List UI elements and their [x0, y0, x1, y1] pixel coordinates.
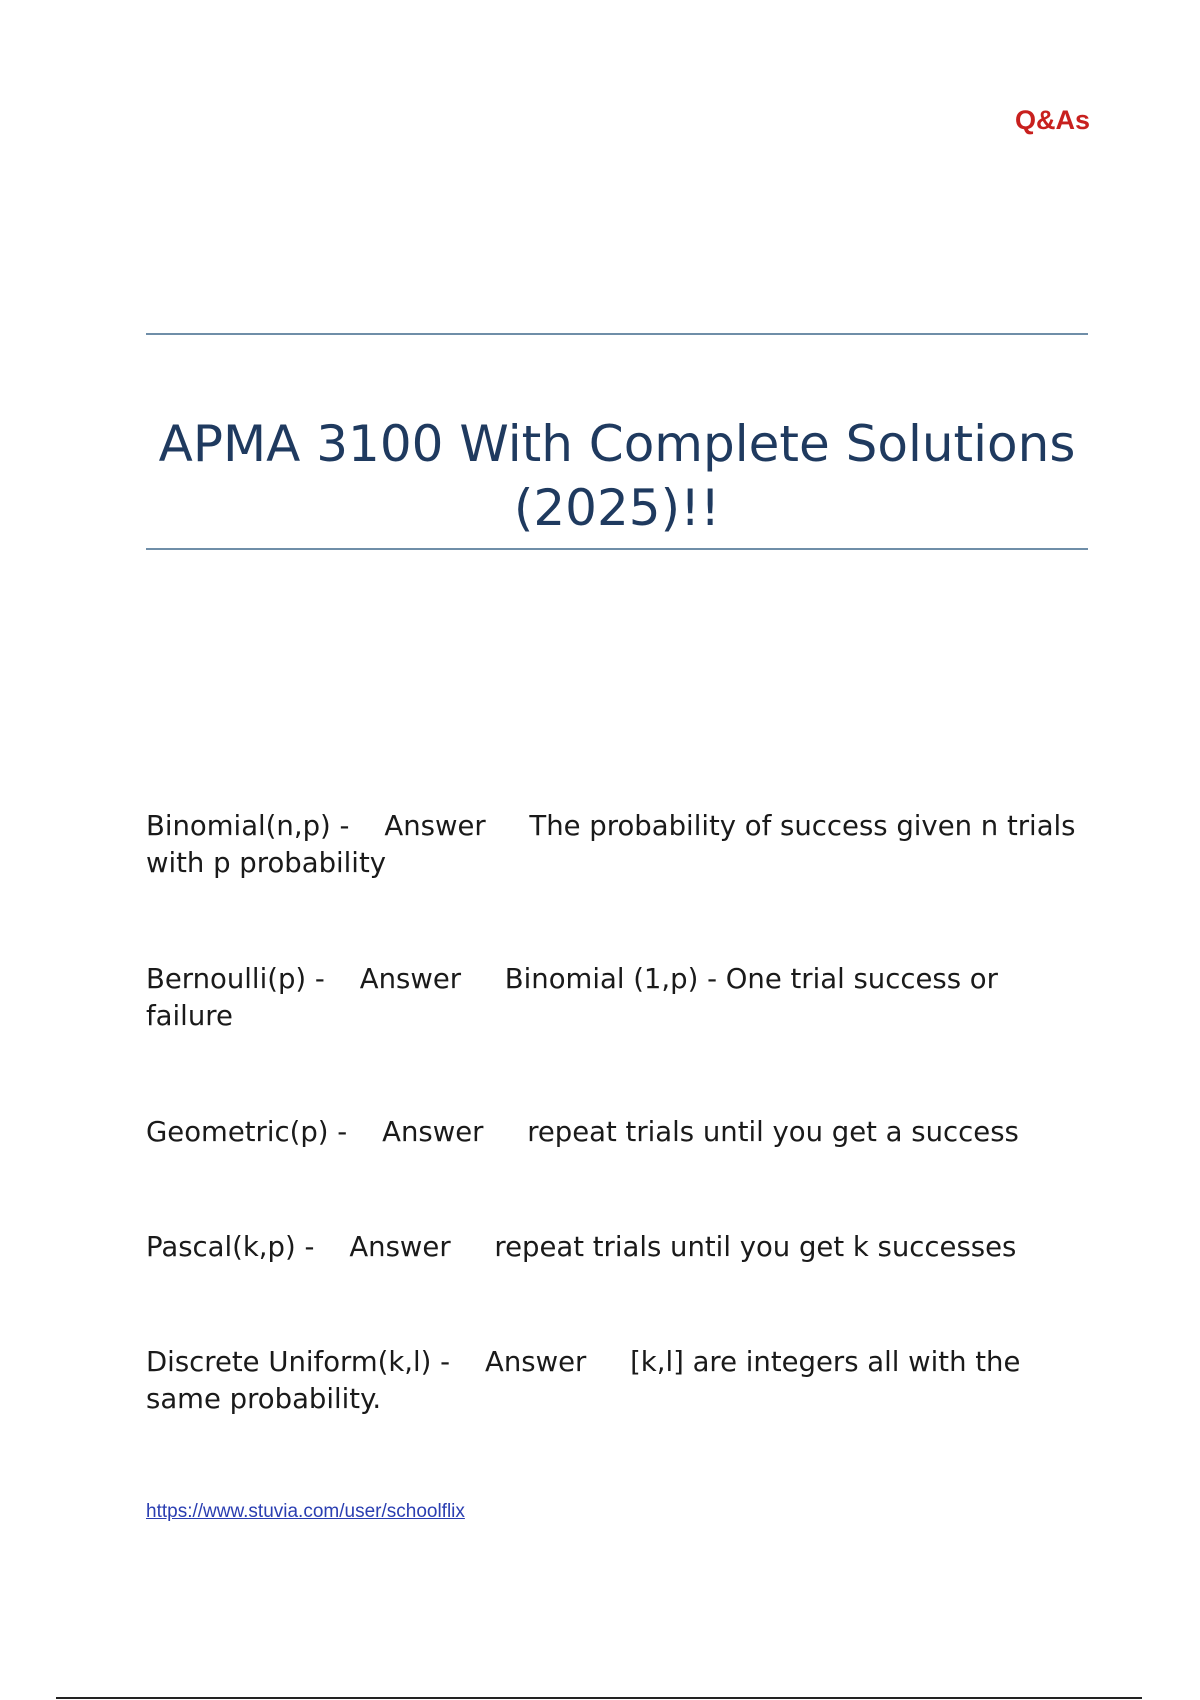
qa-list: [146, 808, 1076, 1418]
source-link[interactable]: https://www.stuvia.com/user/schoolflix: [146, 1501, 465, 1522]
qa-definition: Binomial (1,p) - One trial success or failure: [146, 963, 998, 1032]
qa-item-discrete-uniform: [146, 1344, 1076, 1418]
document-title: APMA 3100 With Complete Solutions (2025)!!: [158, 415, 1076, 537]
qa-term: Pascal(k,p) -: [146, 1231, 315, 1263]
qa-definition: repeat trials until you get a success: [527, 1116, 1019, 1148]
qa-item-binomial: [146, 808, 1076, 882]
qa-definition: [k,l] are integers all with the same probability.: [146, 1346, 1021, 1415]
title-bottom-rule: [146, 548, 1088, 550]
qa-item-bernoulli: [146, 961, 1076, 1035]
qa-item-geometric: [146, 1114, 1076, 1151]
qa-answer-label: Answer: [359, 963, 462, 995]
qa-answer-label: Answer: [485, 1346, 587, 1378]
qa-term: Discrete Uniform(k,l) -: [146, 1346, 451, 1378]
qa-term: Bernoulli(p) -: [146, 963, 325, 995]
qa-answer-label: Answer: [384, 810, 486, 842]
title-top-rule: [146, 333, 1088, 335]
qa-item-pascal: [146, 1229, 1076, 1266]
qa-tag: Q&As: [1014, 105, 1090, 135]
qa-term: Binomial(n,p) -: [146, 810, 350, 842]
qa-definition: The probability of success given n trials with p probability: [146, 810, 1076, 879]
qa-definition: repeat trials until you get k successes: [494, 1231, 1017, 1263]
qa-answer-label: Answer: [349, 1231, 451, 1263]
qa-answer-label: Answer: [382, 1116, 484, 1148]
footer-rule: [56, 1697, 1142, 1699]
qa-term: Geometric(p) -: [146, 1116, 348, 1148]
